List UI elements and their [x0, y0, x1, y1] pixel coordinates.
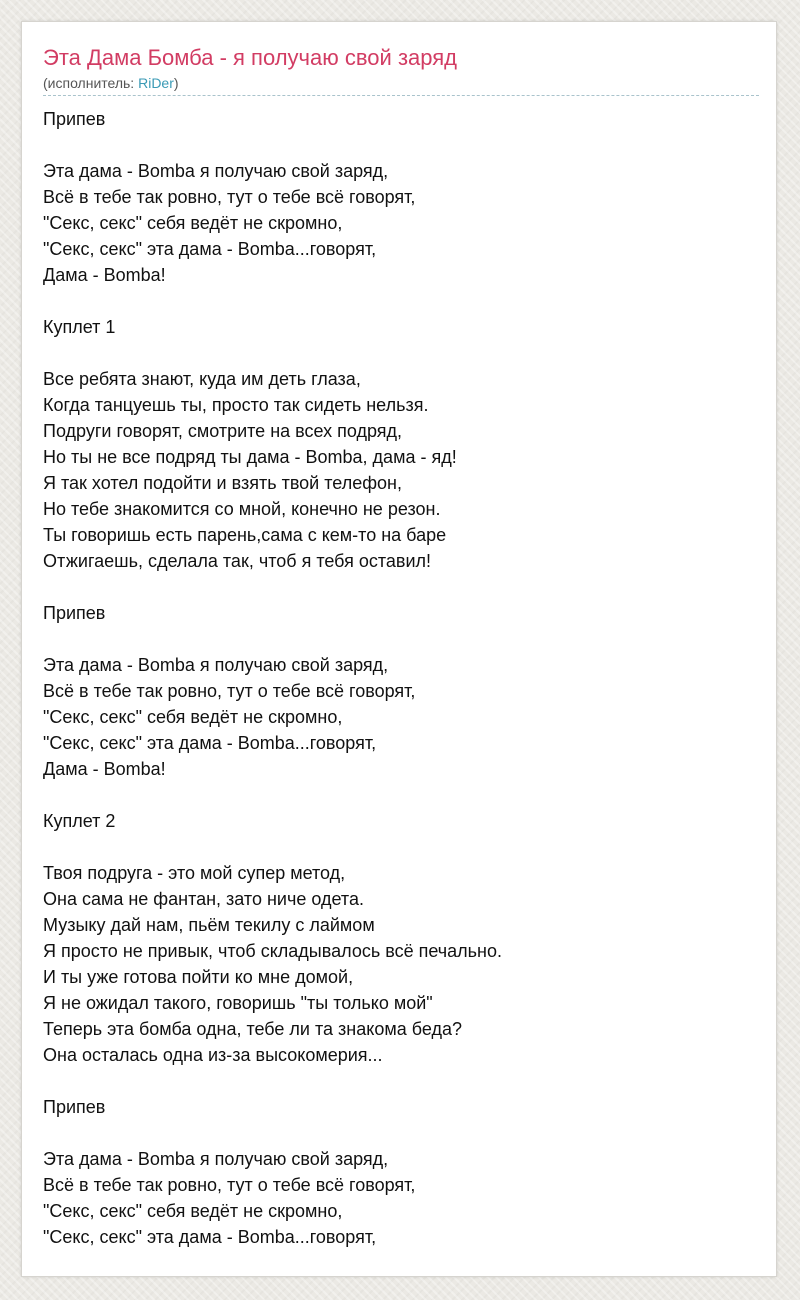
lyrics-card — [21, 21, 777, 1277]
lyric-line: Эта дама - Bomba я получаю свой заряд, — [43, 161, 389, 181]
lyric-line: Всё в тебе так ровно, тут о тебе всё говорят, — [43, 1175, 416, 1195]
lyric-line: Припев — [43, 603, 106, 623]
lyric-spacer — [43, 782, 759, 808]
lyric-line: Дама - Bomba! — [43, 759, 166, 779]
lyric-line: Музыку дай нам, пьём текилу с лаймом — [43, 915, 375, 935]
artist-prefix: (исполнитель: — [43, 75, 139, 91]
lyric-line: Куплет 1 — [43, 317, 116, 337]
song-title: Эта Дама Бомба - я получаю свой заряд — [43, 45, 458, 70]
lyric-line: Я не ожидал такого, говоришь "ты только мой" — [43, 993, 433, 1013]
lyric-line: Всё в тебе так ровно, тут о тебе всё говорят, — [43, 187, 416, 207]
lyric-line: Куплет 2 — [43, 811, 116, 831]
lyric-spacer — [43, 1120, 759, 1146]
lyric-line: Эта дама - Bomba я получаю свой заряд, — [43, 655, 389, 675]
lyric-spacer — [43, 1068, 759, 1094]
lyric-spacer — [43, 626, 759, 652]
lyric-spacer — [43, 288, 759, 314]
lyric-line: Дама - Bomba! — [43, 265, 166, 285]
lyric-line: Теперь эта бомба одна, тебе ли та знакома беда? — [43, 1019, 462, 1039]
lyric-line: "Секс, секс" себя ведёт не скромно, — [43, 213, 343, 233]
lyric-line: Но тебе знакомится со мной, конечно не резон. — [43, 499, 441, 519]
lyric-line: Отжигаешь, сделала так, чтоб я тебя оставил! — [43, 551, 432, 571]
lyric-line: "Секс, секс" себя ведёт не скромно, — [43, 1201, 343, 1221]
lyric-spacer — [43, 834, 759, 860]
lyric-spacer — [43, 340, 759, 366]
artist-suffix: ) — [173, 75, 179, 91]
lyric-line: Припев — [43, 1097, 106, 1117]
lyric-line: Но ты не все подряд ты дама - Bomba, дама - яд! — [43, 447, 457, 467]
artist-link[interactable]: RiDer — [138, 75, 174, 91]
lyric-line: "Секс, секс" эта дама - Bomba...говорят, — [43, 1227, 377, 1247]
lyric-line: Твоя подруга - это мой супер метод, — [43, 863, 346, 883]
lyric-line: Все ребята знают, куда им деть глаза, — [43, 369, 361, 389]
lyric-line: "Секс, секс" эта дама - Bomba...говорят, — [43, 239, 377, 259]
lyric-spacer — [43, 574, 759, 600]
lyric-line: Ты говоришь есть парень,сама с кем-то на баре — [43, 525, 447, 545]
lyric-line: "Секс, секс" эта дама - Bomba...говорят, — [43, 733, 377, 753]
lyric-line: Припев — [43, 109, 106, 129]
lyric-line: Эта дама - Bomba я получаю свой заряд, — [43, 1149, 389, 1169]
lyrics-text — [43, 106, 759, 1250]
lyric-line: Когда танцуешь ты, просто так сидеть нельзя. — [43, 395, 429, 415]
lyric-line: И ты уже готова пойти ко мне домой, — [43, 967, 354, 987]
lyric-line: Она осталась одна из-за высокомерия... — [43, 1045, 383, 1065]
lyric-spacer — [43, 132, 759, 158]
lyric-line: Я так хотел подойти и взять твой телефон, — [43, 473, 402, 493]
lyric-line: Подруги говорят, смотрите на всех подряд, — [43, 421, 403, 441]
lyric-line: Всё в тебе так ровно, тут о тебе всё говорят, — [43, 681, 416, 701]
lyric-line: Она сама не фантан, зато ниче одета. — [43, 889, 364, 909]
artist-line — [43, 74, 179, 92]
song-header — [43, 44, 759, 96]
lyric-line: Я просто не привык, чтоб складывалось всё печально. — [43, 941, 502, 961]
lyric-line: "Секс, секс" себя ведёт не скромно, — [43, 707, 343, 727]
